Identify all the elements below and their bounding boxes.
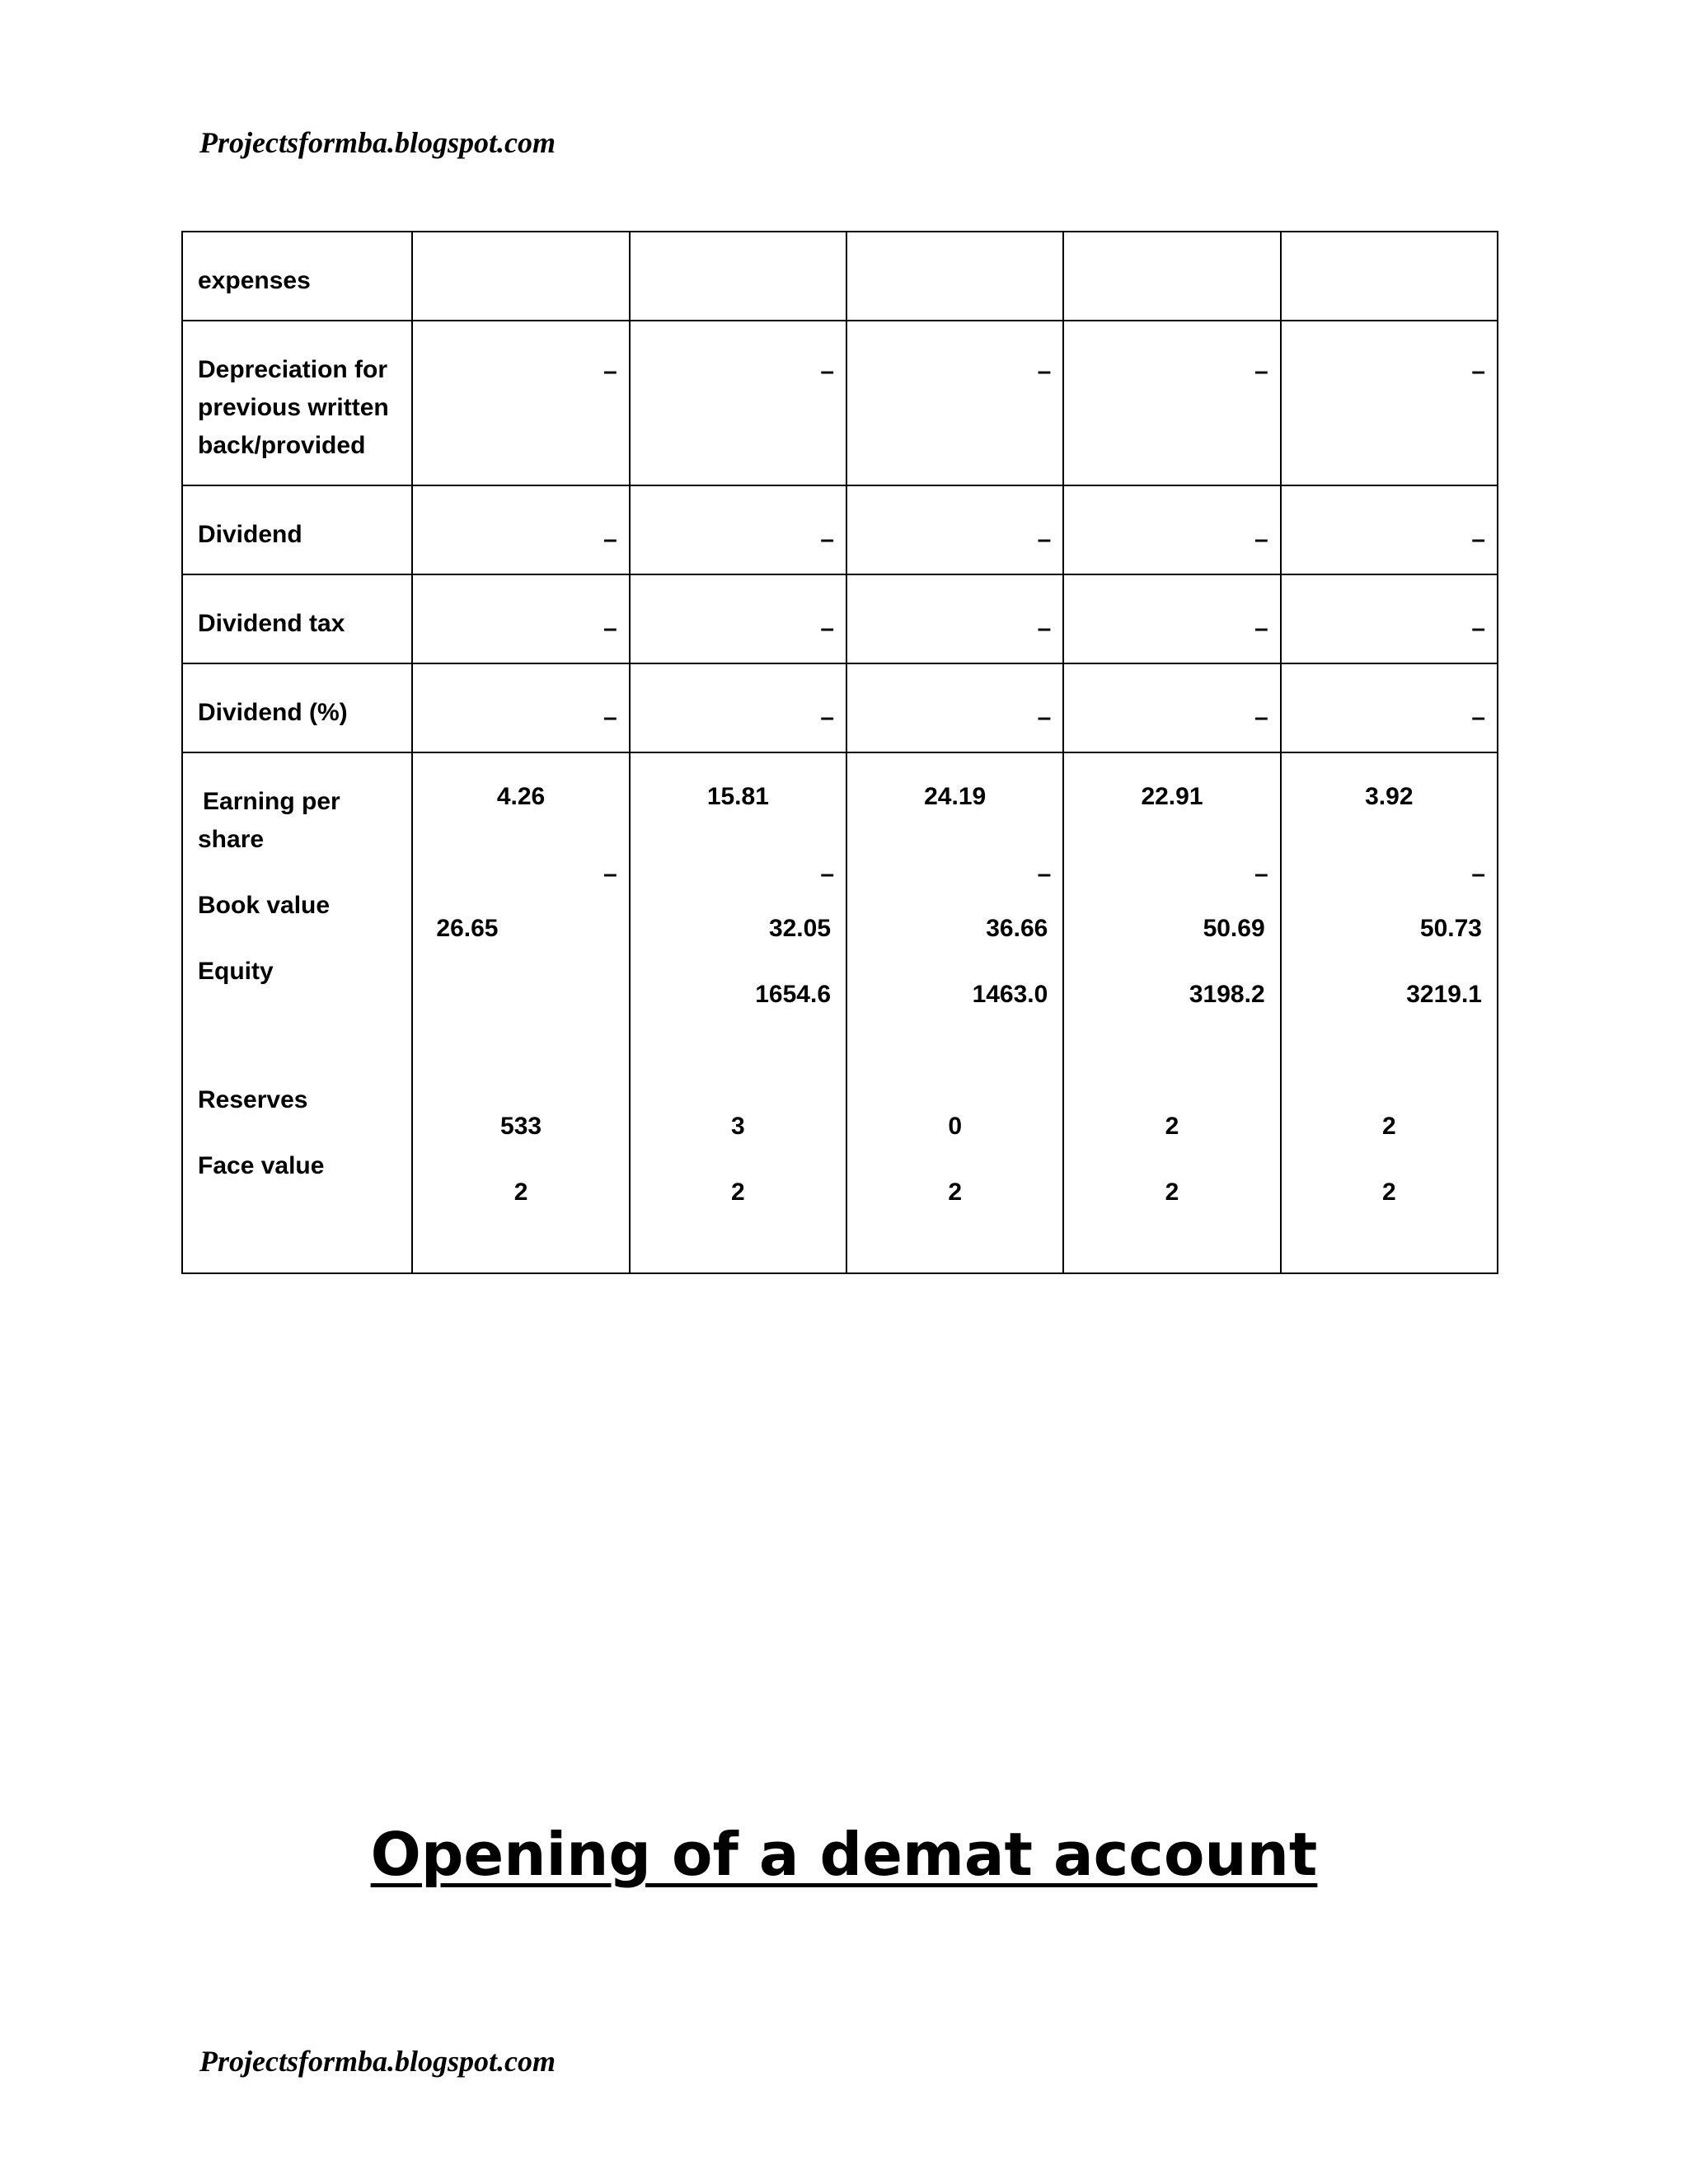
table-cell bbox=[1281, 663, 1498, 752]
eps-value: 24.19 bbox=[924, 783, 987, 810]
eps-value: 3.92 bbox=[1365, 783, 1414, 810]
dash-mark: – bbox=[603, 615, 617, 642]
row-label-cell bbox=[182, 232, 412, 321]
dash-mark: – bbox=[1037, 704, 1052, 731]
label-line: back/provided bbox=[198, 432, 366, 459]
table-cell bbox=[630, 663, 846, 752]
reserves-value: 0 bbox=[948, 1113, 963, 1140]
table-cell bbox=[630, 232, 846, 321]
label-book-value: Book value bbox=[198, 892, 331, 919]
row-label-cell bbox=[182, 663, 412, 752]
section-heading: Opening of a demat account bbox=[370, 1820, 1318, 1889]
row-label-cell bbox=[182, 752, 412, 1273]
dash-mark: – bbox=[1254, 860, 1268, 888]
financial-table bbox=[181, 231, 1498, 1274]
eps-value: 4.26 bbox=[496, 783, 546, 810]
dash-mark: – bbox=[603, 358, 617, 385]
book-value: 50.73 bbox=[1419, 915, 1482, 942]
label-eps-line2: share bbox=[198, 826, 265, 853]
book-value: 50.69 bbox=[1203, 915, 1265, 942]
metrics-column bbox=[1281, 752, 1498, 1273]
dash-mark: – bbox=[1471, 358, 1485, 385]
row-label-cell bbox=[182, 574, 412, 663]
face-value: 2 bbox=[1381, 1179, 1396, 1206]
reserves-value: 3 bbox=[731, 1113, 745, 1140]
table-cell bbox=[412, 663, 629, 752]
row-label-expenses: expenses bbox=[198, 267, 311, 294]
equity-value: 1654.6 bbox=[755, 981, 832, 1008]
eps-value: 15.81 bbox=[706, 783, 769, 810]
metrics-column bbox=[1063, 752, 1280, 1273]
row-label-cell bbox=[182, 321, 412, 485]
dash-mark: – bbox=[820, 860, 835, 888]
reserves-value: 2 bbox=[1165, 1113, 1179, 1140]
face-value: 2 bbox=[948, 1179, 963, 1206]
dash-mark: – bbox=[1471, 860, 1485, 888]
site-header: Projectsformba.blogspot.com bbox=[199, 126, 556, 159]
label-eps-line1: Earning per bbox=[203, 788, 340, 815]
dash-mark: – bbox=[1471, 704, 1485, 731]
table-row-depreciation bbox=[182, 321, 1498, 485]
dash-mark: – bbox=[1254, 526, 1268, 553]
site-footer: Projectsformba.blogspot.com bbox=[199, 2045, 556, 2078]
table-row-per-share-metrics bbox=[182, 752, 1498, 1273]
dash-mark: – bbox=[820, 358, 835, 385]
dash-mark: – bbox=[1471, 615, 1485, 642]
book-value: 32.05 bbox=[768, 915, 832, 942]
dash-mark: – bbox=[820, 704, 835, 731]
label-equity: Equity bbox=[198, 958, 274, 985]
dash-mark: – bbox=[1037, 358, 1052, 385]
face-value: 2 bbox=[1165, 1179, 1179, 1206]
table-cell bbox=[412, 232, 629, 321]
equity-value: 1463.0 bbox=[972, 981, 1048, 1008]
table-row-dividend bbox=[182, 485, 1498, 574]
dash-mark: – bbox=[1037, 860, 1052, 888]
face-value: 2 bbox=[513, 1179, 528, 1206]
table-cell bbox=[1281, 574, 1498, 663]
table-row-dividend-pct bbox=[182, 663, 1498, 752]
dash-mark: – bbox=[820, 615, 835, 642]
table-cell bbox=[846, 574, 1063, 663]
dash-mark: – bbox=[1037, 615, 1052, 642]
table-row-dividend-tax bbox=[182, 574, 1498, 663]
table-cell bbox=[846, 663, 1063, 752]
dash-mark: – bbox=[820, 526, 835, 553]
table-cell bbox=[1063, 232, 1280, 321]
row-label-cell bbox=[182, 485, 412, 574]
table-cell bbox=[1063, 574, 1280, 663]
dash-mark: – bbox=[1254, 358, 1268, 385]
dash-mark: – bbox=[603, 526, 617, 553]
label-line: previous written bbox=[198, 394, 389, 421]
row-label-dividend-pct: Dividend (%) bbox=[198, 699, 348, 726]
table-cell bbox=[1063, 321, 1280, 485]
table-cell bbox=[412, 574, 629, 663]
metrics-labels bbox=[183, 753, 411, 1185]
row-label-depreciation bbox=[183, 321, 411, 465]
table-cell bbox=[630, 574, 846, 663]
table-cell bbox=[846, 321, 1063, 485]
label-line: Depreciation for bbox=[198, 356, 388, 383]
metrics-column bbox=[412, 752, 629, 1273]
equity-value: 3219.1 bbox=[1406, 981, 1482, 1008]
dash-mark: – bbox=[603, 704, 617, 731]
dash-mark: – bbox=[1254, 704, 1268, 731]
reserves-value: 533 bbox=[500, 1113, 542, 1140]
table-cell bbox=[846, 232, 1063, 321]
table-cell bbox=[846, 485, 1063, 574]
eps-value: 22.91 bbox=[1141, 783, 1203, 810]
equity-value: 3198.2 bbox=[1189, 981, 1265, 1008]
table-cell bbox=[1281, 232, 1498, 321]
dash-mark: – bbox=[1471, 526, 1485, 553]
reserves-value: 2 bbox=[1381, 1113, 1396, 1140]
dash-mark: – bbox=[603, 860, 617, 888]
table-cell bbox=[412, 321, 629, 485]
metrics-column bbox=[630, 752, 846, 1273]
label-reserves: Reserves bbox=[198, 1086, 308, 1113]
row-label-dividend: Dividend bbox=[198, 521, 302, 548]
dash-mark: – bbox=[1254, 615, 1268, 642]
metrics-column bbox=[846, 752, 1063, 1273]
label-face-value: Face value bbox=[198, 1152, 325, 1179]
table-cell bbox=[1281, 485, 1498, 574]
dash-mark: – bbox=[1037, 526, 1052, 553]
face-value: 2 bbox=[731, 1179, 745, 1206]
book-value: 36.66 bbox=[986, 915, 1048, 942]
table-cell bbox=[1063, 663, 1280, 752]
table-cell bbox=[412, 485, 629, 574]
row-label-dividend-tax: Dividend tax bbox=[198, 610, 345, 637]
table-cell bbox=[1281, 321, 1498, 485]
table-cell bbox=[630, 321, 846, 485]
book-value: 26.65 bbox=[436, 915, 499, 942]
table-cell bbox=[630, 485, 846, 574]
table-cell bbox=[1063, 485, 1280, 574]
table-row-expenses bbox=[182, 232, 1498, 321]
